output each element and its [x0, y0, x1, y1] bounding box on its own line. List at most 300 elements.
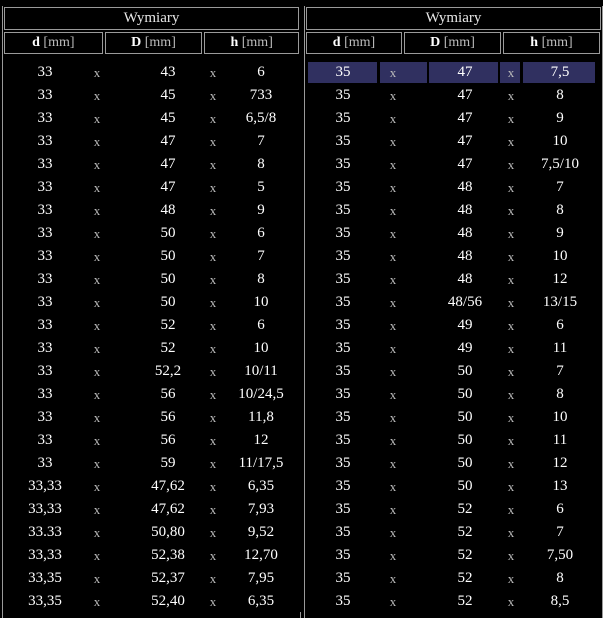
right-dimensions-panel [304, 6, 603, 618]
cell-D: 48 [457, 225, 473, 241]
cell-x-separator: x [507, 88, 515, 103]
cell-x-separator: x [389, 88, 397, 103]
cell-h: 6 [556, 501, 564, 517]
header-unit: [mm] [443, 35, 475, 50]
table-row[interactable] [305, 84, 602, 107]
cell-D: 48/56 [447, 294, 483, 310]
cell-x-separator: x [389, 180, 397, 195]
table-row[interactable] [3, 406, 300, 429]
right-header-row [306, 32, 601, 54]
table-row[interactable] [305, 590, 602, 613]
cell-x-separator: x [209, 111, 217, 126]
cell-h: 13 [552, 478, 568, 494]
cell-x-separator: x [507, 433, 515, 448]
cell-d: 35 [335, 248, 351, 264]
table-row[interactable] [305, 567, 602, 590]
cell-x-separator: x [209, 134, 217, 149]
cell-x-separator: x [209, 525, 217, 540]
cell-x-separator: x [209, 272, 217, 287]
cell-h: 7 [257, 133, 265, 149]
cell-x-separator: x [209, 226, 217, 241]
cell-h: 6 [257, 225, 265, 241]
cell-h: 8 [257, 271, 265, 287]
table-row[interactable] [3, 544, 300, 567]
table-row[interactable] [305, 498, 602, 521]
cell-D: 48 [457, 248, 473, 264]
cell-D: 50,80 [151, 524, 185, 540]
cell-D: 50 [160, 225, 176, 241]
cell-D: 50 [160, 248, 176, 264]
cell-x-separator: x [389, 226, 397, 241]
cell-x-separator: x [209, 548, 217, 563]
cell-h: 7 [556, 363, 564, 379]
cell-h: 8 [556, 570, 564, 586]
table-row[interactable] [3, 84, 300, 107]
table-row[interactable] [3, 130, 300, 153]
table-row[interactable] [305, 153, 602, 176]
table-row[interactable] [305, 383, 602, 406]
header-symbol: D [430, 35, 441, 50]
cell-x-separator: x [93, 594, 101, 609]
cell-D: 47 [160, 133, 176, 149]
cell-d: 35 [335, 225, 351, 241]
cell-d: 33 [37, 432, 53, 448]
cell-D: 50 [457, 455, 473, 471]
cell-D: 50 [457, 363, 473, 379]
cell-h: 7,5/10 [541, 156, 579, 172]
cell-d: 33 [37, 386, 53, 402]
header-unit: [mm] [541, 35, 573, 50]
cell-x-separator: x [93, 203, 101, 218]
cell-d: 35 [335, 156, 351, 172]
cell-x-separator: x [209, 364, 217, 379]
cell-d: 35 [335, 432, 351, 448]
cell-D: 52,38 [151, 547, 185, 563]
header-unit: [mm] [144, 35, 176, 50]
cell-h: 5 [257, 179, 265, 195]
cell-x-separator: x [389, 594, 397, 609]
cell-h: 12 [253, 432, 269, 448]
cell-h: 6,35 [247, 478, 275, 494]
cell-x-separator: x [209, 341, 217, 356]
table-row[interactable] [305, 360, 602, 383]
cell-x-separator: x [93, 134, 101, 149]
cell-d: 33 [37, 179, 53, 195]
table-row[interactable] [305, 245, 602, 268]
cell-h: 6,35 [247, 593, 275, 609]
table-row[interactable] [3, 268, 300, 291]
cell-d: 33 [37, 363, 53, 379]
table-row[interactable] [3, 498, 300, 521]
cell-x-separator: x [209, 157, 217, 172]
cell-h: 6,5/8 [245, 110, 277, 126]
table-row[interactable] [3, 521, 300, 544]
cell-x-separator: x [389, 134, 397, 149]
cell-D: 48 [457, 179, 473, 195]
cell-h: 11 [552, 340, 568, 356]
cell-x-separator: x [93, 295, 101, 310]
cell-d: 33,33 [28, 501, 62, 517]
cell-d: 33 [37, 409, 53, 425]
cell-h: 7 [556, 524, 564, 540]
cell-d: 33 [37, 87, 53, 103]
cell-h: 11 [552, 432, 568, 448]
cell-x-separator: x [507, 134, 515, 149]
cell-x-separator: x [93, 226, 101, 241]
cell-h: 7 [257, 248, 265, 264]
cell-x-separator: x [93, 180, 101, 195]
cell-h: 7 [556, 179, 564, 195]
cell-D: 47,62 [151, 501, 185, 517]
cell-h: 10/24,5 [238, 386, 284, 402]
cell-x-separator: x [507, 502, 515, 517]
cell-D: 48 [457, 202, 473, 218]
cell-h: 7,5 [550, 64, 570, 80]
cell-x-separator: x [209, 88, 217, 103]
cell-x-separator: x [209, 387, 217, 402]
cell-h: 8 [556, 386, 564, 402]
cell-D: 56 [160, 386, 176, 402]
table-row[interactable] [305, 199, 602, 222]
cell-x-separator: x [507, 318, 515, 333]
cell-x-separator: x [389, 479, 397, 494]
cell-h: 12,70 [244, 547, 278, 563]
cell-x-separator: x [93, 502, 101, 517]
cell-x-separator: x [389, 525, 397, 540]
cell-h: 12 [552, 455, 568, 471]
table-row[interactable] [305, 337, 602, 360]
table-row[interactable] [305, 130, 602, 153]
cell-x-separator: x [209, 479, 217, 494]
cell-D: 43 [160, 64, 176, 80]
right-header-D[interactable] [404, 32, 501, 54]
cell-x-separator: x [93, 456, 101, 471]
cell-x-separator: x [209, 295, 217, 310]
cell-x-separator: x [93, 341, 101, 356]
cell-d: 33 [37, 225, 53, 241]
cell-x-separator: x [389, 571, 397, 586]
cell-x-separator: x [507, 364, 515, 379]
cell-d: 35 [335, 363, 351, 379]
cell-x-separator: x [93, 364, 101, 379]
cell-x-separator: x [93, 433, 101, 448]
cell-d: 33 [37, 248, 53, 264]
cell-x-separator: x [209, 433, 217, 448]
cell-x-separator: x [93, 111, 101, 126]
cell-d: 33 [37, 110, 53, 126]
table-row[interactable] [3, 107, 300, 130]
right-header-h[interactable] [503, 32, 600, 54]
table-row[interactable] [3, 199, 300, 222]
cell-x-separator: x [507, 387, 515, 402]
cell-x-separator: x [93, 318, 101, 333]
left-header-D[interactable] [105, 32, 203, 54]
cell-x-separator: x [507, 571, 515, 586]
cell-x-separator: x [389, 111, 397, 126]
header-unit: [mm] [241, 35, 273, 50]
table-row[interactable] [305, 222, 602, 245]
cell-h: 10 [253, 340, 269, 356]
cell-x-separator: x [507, 226, 515, 241]
cell-D: 48 [457, 271, 473, 287]
cell-d: 33 [37, 156, 53, 172]
table-row[interactable] [3, 61, 300, 84]
table-row[interactable] [305, 176, 602, 199]
cell-x-separator: x [93, 65, 101, 80]
cell-d: 33 [37, 202, 53, 218]
cell-h: 11,8 [248, 409, 274, 425]
header-symbol: D [131, 35, 142, 50]
cell-x-separator: x [209, 318, 217, 333]
cell-d: 35 [335, 340, 351, 356]
cell-D: 45 [160, 110, 176, 126]
cell-D: 52 [457, 547, 473, 563]
cell-x-separator: x [93, 272, 101, 287]
cell-x-separator: x [389, 456, 397, 471]
cell-x-separator: x [507, 65, 515, 80]
cell-d: 35 [335, 386, 351, 402]
cell-h: 7,93 [247, 501, 275, 517]
cell-d: 35 [335, 179, 351, 195]
table-row[interactable] [3, 567, 300, 590]
cell-D: 47 [457, 87, 473, 103]
cell-h: 11/17,5 [238, 455, 284, 471]
cell-d: 33,33 [28, 547, 62, 563]
cell-D: 50 [457, 409, 473, 425]
cell-x-separator: x [93, 387, 101, 402]
cell-h: 7,95 [247, 570, 275, 586]
table-row[interactable] [3, 383, 300, 406]
cell-d: 33,33 [28, 478, 62, 494]
cell-d: 35 [335, 110, 351, 126]
cell-x-separator: x [507, 525, 515, 540]
cell-x-separator: x [507, 594, 515, 609]
cell-h: 8 [556, 202, 564, 218]
cell-x-separator: x [209, 456, 217, 471]
cell-d: 33 [37, 340, 53, 356]
table-row[interactable] [3, 176, 300, 199]
right-header-d[interactable] [306, 32, 402, 54]
cell-d: 35 [335, 87, 351, 103]
table-row[interactable] [3, 452, 300, 475]
cell-x-separator: x [209, 594, 217, 609]
cell-D: 52 [457, 501, 473, 517]
right-table-title: Wymiary [306, 7, 601, 30]
cell-x-separator: x [209, 571, 217, 586]
table-row[interactable] [305, 291, 602, 314]
cell-D: 47,62 [151, 478, 185, 494]
table-row[interactable] [3, 291, 300, 314]
cell-h: 7,50 [546, 547, 574, 563]
cell-d: 33 [37, 455, 53, 471]
cell-x-separator: x [507, 548, 515, 563]
cell-x-separator: x [209, 203, 217, 218]
table-row[interactable] [3, 360, 300, 383]
left-header-d[interactable] [4, 32, 103, 54]
table-row[interactable] [305, 107, 602, 130]
cell-x-separator: x [389, 364, 397, 379]
cell-D: 49 [457, 317, 473, 333]
header-symbol: d [32, 35, 40, 50]
cell-h: 6 [257, 64, 265, 80]
cell-h: 6 [556, 317, 564, 333]
cell-x-separator: x [389, 502, 397, 517]
cell-d: 33 [37, 271, 53, 287]
cell-d: 35 [335, 409, 351, 425]
cell-h: 9,52 [247, 524, 275, 540]
header-unit: [mm] [344, 35, 376, 50]
cell-h: 8,5 [550, 593, 570, 609]
cell-x-separator: x [93, 571, 101, 586]
cell-D: 49 [457, 340, 473, 356]
right-rows [305, 61, 602, 613]
cell-d: 35 [335, 133, 351, 149]
table-row[interactable] [305, 268, 602, 291]
table-row[interactable] [3, 337, 300, 360]
cell-D: 47 [457, 110, 473, 126]
cell-D: 52 [457, 593, 473, 609]
cell-h: 6 [257, 317, 265, 333]
cell-h: 8 [556, 87, 564, 103]
cell-h: 13/15 [542, 294, 578, 310]
table-row[interactable] [305, 61, 602, 84]
cell-x-separator: x [389, 203, 397, 218]
table-row[interactable] [305, 521, 602, 544]
cell-d: 35 [335, 271, 351, 287]
left-dimensions-panel [2, 6, 301, 618]
cell-x-separator: x [507, 203, 515, 218]
cell-h: 9 [257, 202, 265, 218]
cell-d: 33 [37, 133, 53, 149]
table-row[interactable] [305, 544, 602, 567]
cell-D: 47 [457, 133, 473, 149]
cell-x-separator: x [93, 479, 101, 494]
cell-h: 10 [253, 294, 269, 310]
cell-D: 52,40 [151, 593, 185, 609]
cell-x-separator: x [507, 272, 515, 287]
panel-divider [300, 6, 303, 612]
table-row[interactable] [3, 153, 300, 176]
cell-x-separator: x [93, 157, 101, 172]
cell-x-separator: x [507, 295, 515, 310]
cell-D: 47 [160, 179, 176, 195]
cell-x-separator: x [507, 410, 515, 425]
cell-h: 9 [556, 110, 564, 126]
table-row[interactable] [3, 590, 300, 613]
cell-D: 50 [457, 478, 473, 494]
cell-d: 35 [335, 64, 351, 80]
cell-x-separator: x [507, 479, 515, 494]
table-row[interactable] [3, 222, 300, 245]
cell-d: 35 [335, 593, 351, 609]
header-symbol: h [530, 35, 539, 50]
cell-x-separator: x [93, 525, 101, 540]
table-row[interactable] [305, 429, 602, 452]
table-row[interactable] [3, 429, 300, 452]
cell-x-separator: x [389, 433, 397, 448]
table-row[interactable] [305, 314, 602, 337]
cell-x-separator: x [389, 272, 397, 287]
cell-d: 33,35 [28, 570, 62, 586]
cell-x-separator: x [507, 456, 515, 471]
cell-h: 10 [552, 248, 568, 264]
table-row[interactable] [305, 452, 602, 475]
cell-x-separator: x [93, 548, 101, 563]
cell-D: 52 [457, 570, 473, 586]
cell-x-separator: x [507, 157, 515, 172]
cell-D: 50 [457, 386, 473, 402]
cell-D: 47 [160, 156, 176, 172]
cell-D: 47 [457, 64, 473, 80]
cell-d: 35 [335, 317, 351, 333]
cell-d: 35 [335, 524, 351, 540]
cell-x-separator: x [209, 65, 217, 80]
cell-h: 733 [249, 87, 273, 103]
table-row[interactable] [3, 245, 300, 268]
cell-D: 52 [160, 340, 176, 356]
cell-x-separator: x [389, 341, 397, 356]
cell-d: 33 [37, 317, 53, 333]
cell-h: 10/11 [244, 363, 278, 379]
cell-d: 35 [335, 455, 351, 471]
header-unit: [mm] [43, 35, 75, 50]
cell-d: 35 [335, 478, 351, 494]
cell-x-separator: x [389, 157, 397, 172]
cell-x-separator: x [389, 295, 397, 310]
cell-x-separator: x [389, 387, 397, 402]
cell-x-separator: x [209, 249, 217, 264]
table-row[interactable] [3, 475, 300, 498]
cell-x-separator: x [507, 180, 515, 195]
header-symbol: d [332, 35, 341, 50]
cell-x-separator: x [209, 410, 217, 425]
cell-d: 33 [37, 294, 53, 310]
table-row[interactable] [3, 314, 300, 337]
cell-D: 52,37 [151, 570, 185, 586]
cell-x-separator: x [93, 88, 101, 103]
header-symbol: h [230, 35, 239, 50]
cell-x-separator: x [209, 502, 217, 517]
cell-x-separator: x [93, 410, 101, 425]
left-table-title: Wymiary [4, 7, 299, 30]
cell-D: 59 [160, 455, 176, 471]
cell-d: 35 [335, 202, 351, 218]
cell-d: 35 [335, 294, 351, 310]
cell-h: 10 [552, 133, 568, 149]
table-row[interactable] [305, 475, 602, 498]
cell-h: 10 [552, 409, 568, 425]
cell-x-separator: x [507, 111, 515, 126]
cell-d: 35 [335, 570, 351, 586]
cell-d: 35 [335, 501, 351, 517]
cell-x-separator: x [389, 318, 397, 333]
cell-D: 50 [160, 271, 176, 287]
cell-d: 33.33 [28, 524, 62, 540]
cell-h: 9 [556, 225, 564, 241]
cell-h: 12 [552, 271, 568, 287]
table-row[interactable] [305, 406, 602, 429]
left-header-row [4, 32, 299, 54]
cell-d: 35 [335, 547, 351, 563]
cell-D: 52,2 [154, 363, 182, 379]
cell-d: 33,35 [28, 593, 62, 609]
left-rows [3, 61, 300, 613]
cell-D: 52 [457, 524, 473, 540]
cell-x-separator: x [209, 180, 217, 195]
cell-D: 56 [160, 432, 176, 448]
cell-D: 56 [160, 409, 176, 425]
left-header-h[interactable] [204, 32, 299, 54]
